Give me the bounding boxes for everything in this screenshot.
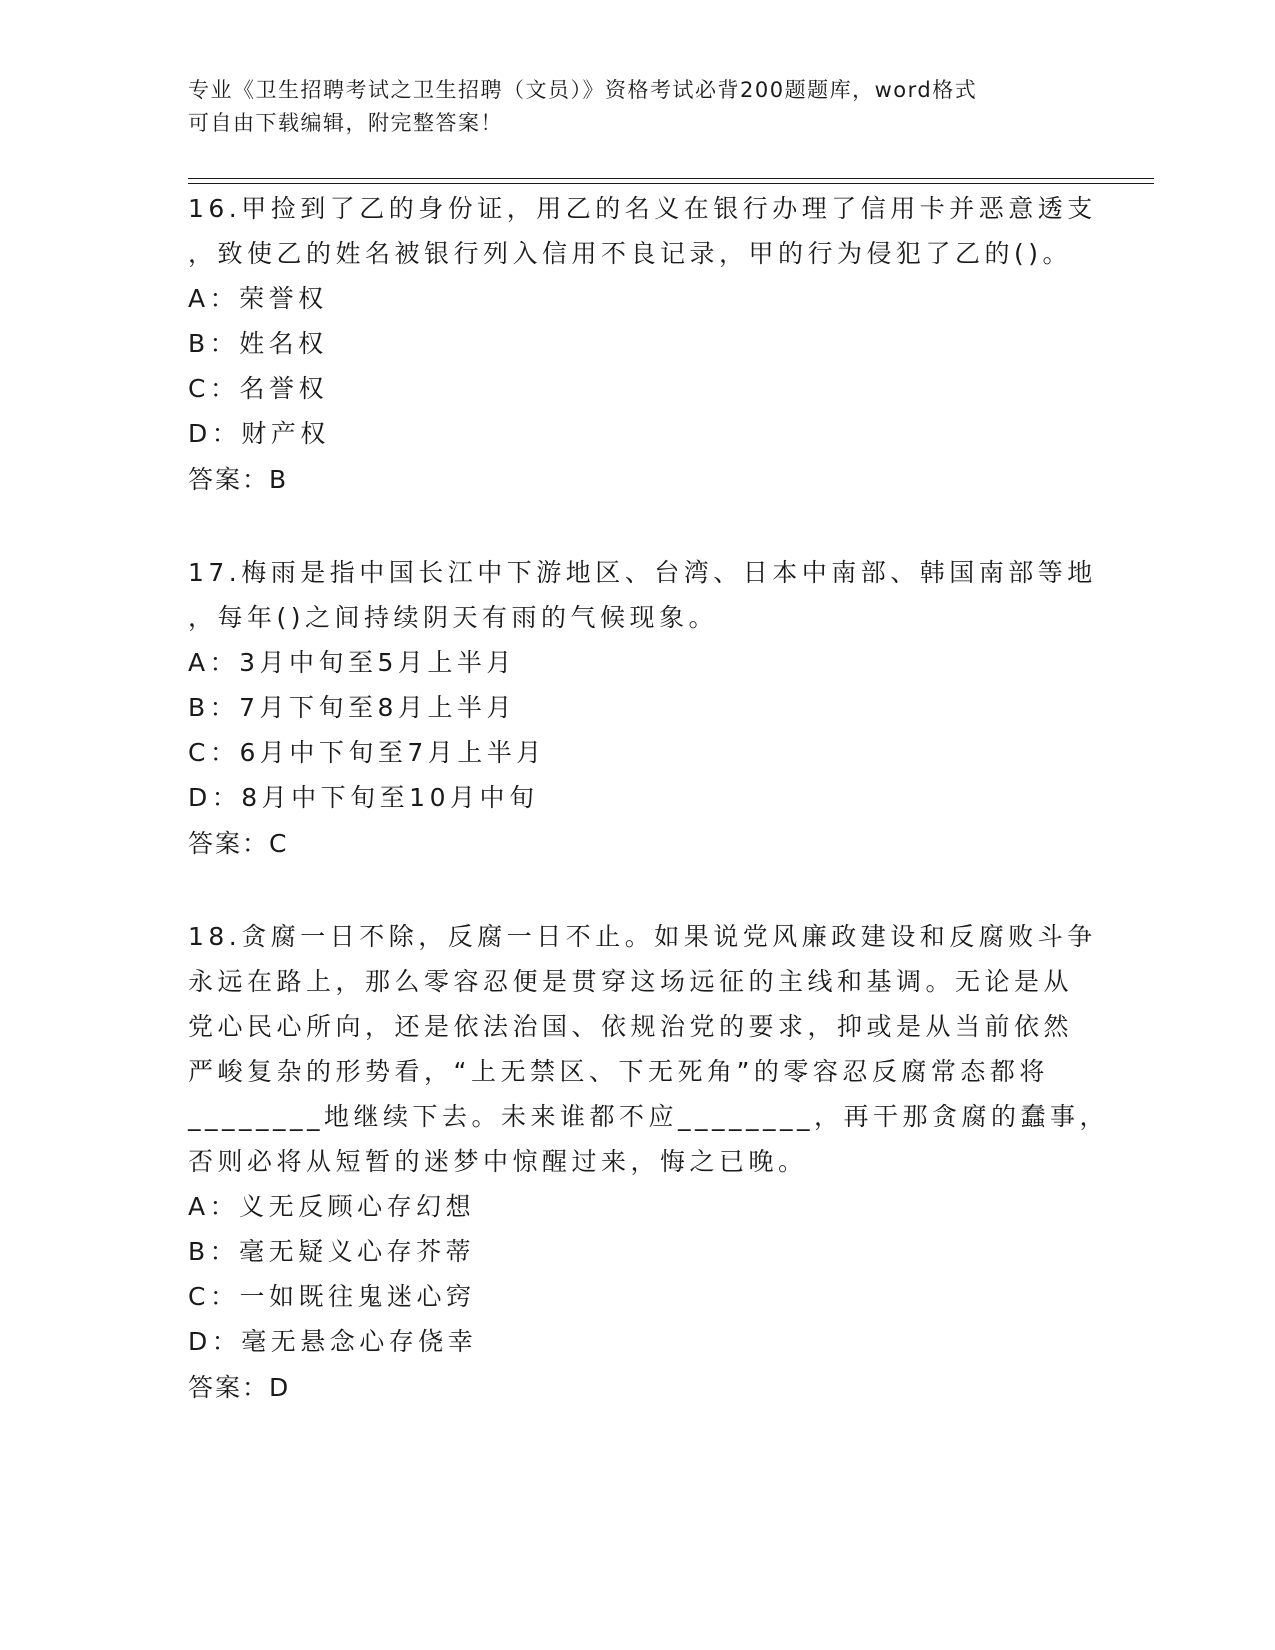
- option-d: D：财产权: [188, 419, 330, 448]
- option-a: A：3月中旬至5月上半月: [188, 648, 516, 677]
- option-c: C：一如既往鬼迷心窍: [188, 1282, 476, 1311]
- question-17: [188, 550, 1097, 868]
- answer-line: [188, 820, 1088, 868]
- option-b: B：姓名权: [188, 329, 328, 358]
- question-18: [188, 914, 1110, 1412]
- header-divider-top: [188, 178, 1154, 179]
- option-a: A：义无反顾心存幻想: [188, 1192, 476, 1221]
- option-c: C：6月中下旬至7月上半月: [188, 738, 546, 767]
- answer-label: 答案：: [188, 829, 270, 858]
- answer-value: C: [269, 829, 288, 858]
- option-b: B：7月下旬至8月上半月: [188, 693, 516, 722]
- question-stem-line: ________地继续下去。未来谁都不应________，再干那贪腐的蠢事，: [188, 1102, 1110, 1131]
- question-stem-line: 严峻复杂的形势看，“上无禁区、下无死角”的零容忍反腐常态都将: [188, 1057, 1049, 1086]
- option-c: C：名誉权: [188, 374, 328, 403]
- option-a: A：荣誉权: [188, 284, 328, 313]
- answer-line: [188, 456, 1088, 504]
- option-d: D：8月中下旬至10月中旬: [188, 783, 539, 812]
- question-stem-line: ，致使乙的姓名被银行列入信用不良记录，甲的行为侵犯了乙的()。: [188, 239, 1073, 268]
- question-stem-line: ，每年()之间持续阴天有雨的气候现象。: [188, 603, 719, 632]
- answer-value: B: [269, 465, 288, 494]
- question-stem-line: 永远在路上，那么零容忍便是贯穿这场远征的主线和基调。无论是从: [188, 967, 1074, 996]
- question-stem-line: 否则必将从短暂的迷梦中惊醒过来，悔之已晚。: [188, 1147, 808, 1176]
- answer-label: 答案：: [188, 1373, 270, 1402]
- question-stem-line: 18.贪腐一日不除，反腐一日不止。如果说党风廉政建设和反腐败斗争: [188, 922, 1097, 951]
- header-title-line-1: 专业《卫生招聘考试之卫生招聘（文员）》资格考试必背200题题库，word格式: [188, 78, 978, 102]
- header-divider-bottom: [188, 183, 1154, 184]
- question-stem-line: 17.梅雨是指中国长江中下游地区、台湾、日本中南部、韩国南部等地: [188, 558, 1097, 587]
- question-stem-line: 16.甲捡到了乙的身份证，用乙的名义在银行办理了信用卡并恶意透支: [188, 194, 1097, 223]
- option-d: D：毫无悬念心存侥幸: [188, 1327, 478, 1356]
- answer-label: 答案：: [188, 465, 270, 494]
- header-title-line-2: 可自由下载编辑，附完整答案！: [188, 111, 503, 135]
- question-stem-line: 党心民心所向，还是依法治国、依规治党的要求，抑或是从当前依然: [188, 1012, 1074, 1041]
- option-b: B：毫无疑义心存芥蒂: [188, 1237, 476, 1266]
- answer-line: [188, 1364, 1088, 1412]
- document-header: [188, 74, 1088, 140]
- question-16: [188, 186, 1097, 504]
- answer-value: D: [269, 1373, 290, 1402]
